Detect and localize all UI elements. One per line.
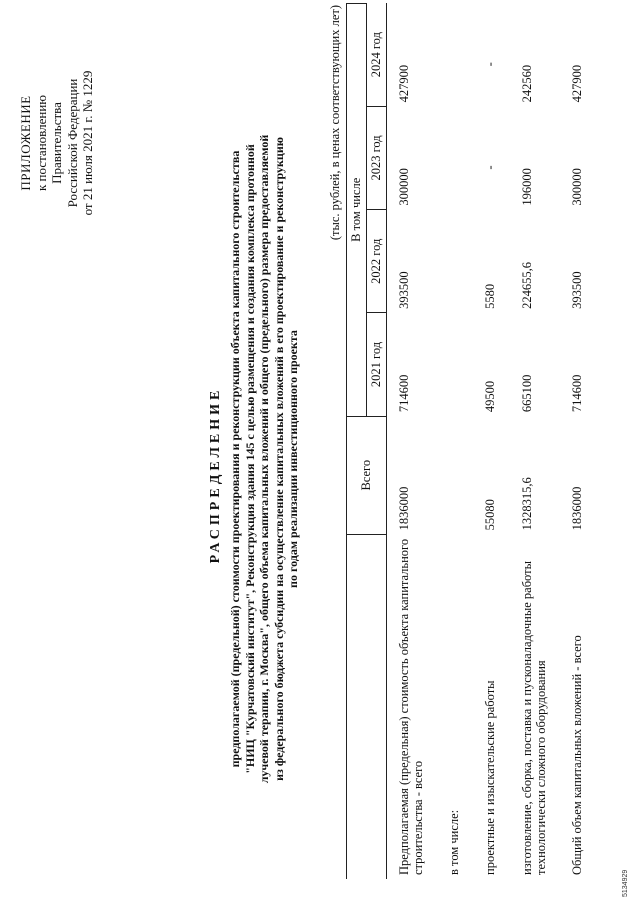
header-year-2021: 2021 год [367, 313, 387, 416]
subtitle-line-5: по годам реализации инвестиционного проекта [286, 330, 301, 588]
row-2022 [445, 210, 463, 313]
subtitle-line-1: предполагаемой (предельной) стоимости проектирования и реконструкции объекта капитального строительства [228, 150, 242, 768]
row-name: Общий объем капитальных вложений - всего [569, 635, 584, 875]
document-code: 5134929 [622, 869, 629, 897]
units-note: (тыс. рублей, в ценах соответствующих лет) [328, 5, 342, 241]
row-2023: 300000 [569, 168, 584, 206]
row-2021: 665100 [519, 374, 534, 413]
header-year-2022: 2022 год [367, 210, 387, 313]
subtitle-line-4: из федерального бюджета субсидии на осуществление капитальных вложений в его проектирование и реконструкцию [271, 137, 286, 781]
row-2021 [445, 313, 463, 416]
row-total [445, 416, 463, 534]
row-2024: 427900 [569, 64, 584, 103]
row-total: 1836000 [569, 486, 584, 531]
row-2022: 393500 [569, 271, 584, 309]
header-name-cell [347, 534, 387, 879]
row-2022: 5580 [482, 283, 497, 309]
row-total: 1836000 [396, 486, 411, 531]
row-2022: 224655,6 [519, 262, 534, 309]
row-2022: 393500 [396, 271, 411, 309]
row-total: 55080 [482, 499, 497, 531]
document-subtitle [228, 109, 301, 809]
annex-line-3: от 21 июля 2021 г. № 1229 [80, 70, 95, 216]
table-row [395, 4, 427, 880]
annex-block [18, 53, 96, 233]
row-2021: 714600 [569, 374, 584, 413]
row-name: Предполагаемая (предельная) стоимость объекта капитального строительства - всего [396, 538, 425, 875]
table-row [568, 4, 587, 880]
header-year-2023: 2023 год [367, 106, 387, 209]
table-row [518, 4, 550, 880]
row-2021: 714600 [396, 374, 411, 413]
annex-line-1: к постановлению Правительства [33, 94, 64, 192]
row-name: проектные и изыскательские работы [482, 680, 497, 875]
header-year-2024: 2024 год [367, 4, 387, 107]
row-2023 [445, 106, 463, 209]
row-2024 [445, 4, 463, 107]
distribution-table [346, 3, 587, 879]
row-name: изготовление, сборка, поставка и пусконаладочные работы технологически сложного оборудования [519, 560, 548, 875]
annex-title: ПРИЛОЖЕНИЕ [18, 95, 33, 191]
row-2023: - [482, 165, 497, 170]
row-2023: 300000 [396, 168, 411, 206]
row-2024: 242560 [519, 64, 534, 103]
header-including: В том числе [347, 4, 367, 417]
document-heading: РАСПРЕДЕЛЕНИЕ [208, 386, 223, 564]
row-2023: 196000 [519, 168, 534, 206]
subtitle-line-2: "НИЦ "Курчатовский институт", Реконструкция здания 145 с целью размещения и создания комплекса протонной [242, 144, 257, 774]
row-total: 1328315,6 [519, 477, 534, 531]
table-row [481, 4, 500, 880]
subtitle-line-3: лучевой терапии, г. Москва", общего объема капитальных вложений и общего (предельного) размера предоставляемой [257, 134, 272, 784]
row-2021: 49500 [482, 380, 497, 413]
row-name: в том числе: [446, 809, 461, 875]
row-2024: - [482, 62, 497, 67]
annex-line-2: Российской Федерации [64, 78, 80, 208]
header-total: Всего [347, 416, 387, 534]
table-row [445, 4, 463, 880]
row-2024: 427900 [396, 64, 411, 103]
